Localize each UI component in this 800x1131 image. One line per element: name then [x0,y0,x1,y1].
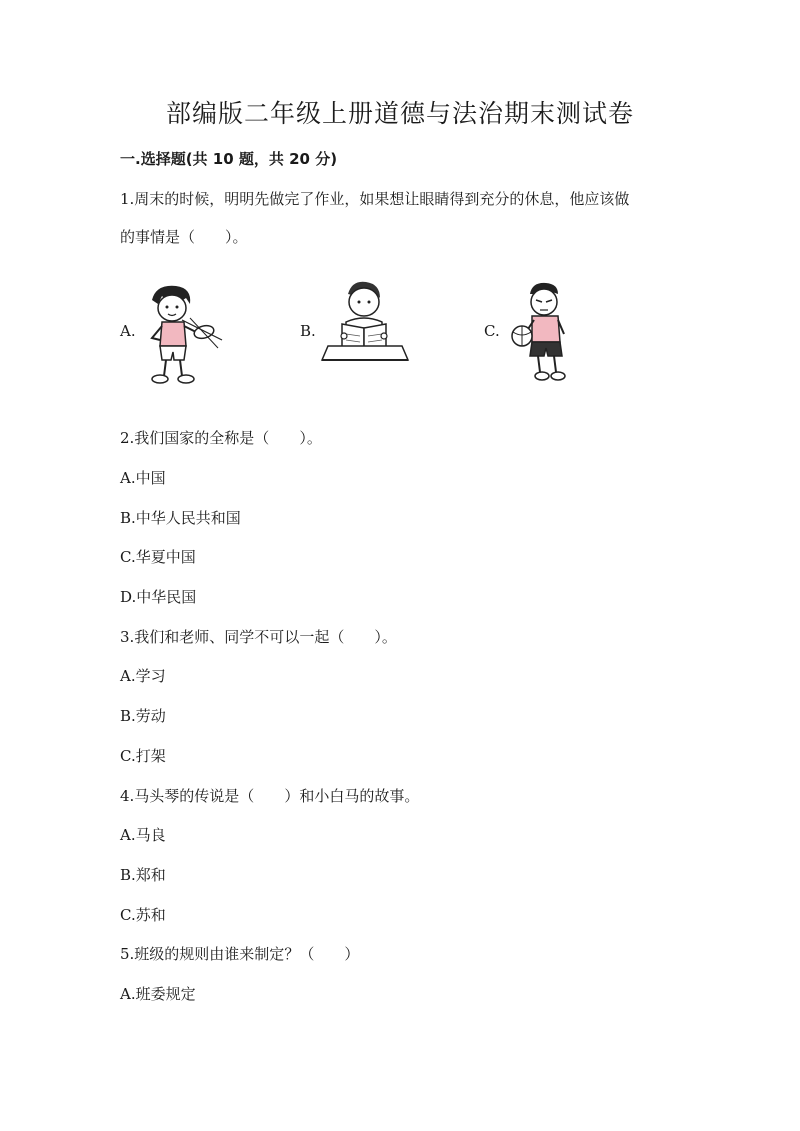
q1-option-c-label: C. [484,322,500,340]
q4-option-a: A.马良 [120,826,166,844]
question-3-text: 3.我们和老师、同学不可以一起（ ）。 [120,628,397,646]
question-4-text: 4.马头琴的传说是（ ）和小白马的故事。 [120,787,420,805]
question-1-text-line1: 1.周末的时候，明明先做完了作业，如果想让眼睛得到充分的休息，他应该做 [120,190,630,208]
q3-option-a: A.学习 [120,667,166,685]
question-2-text: 2.我们国家的全称是（ ）。 [120,429,322,447]
page-title: 部编版二年级上册道德与法治期末测试卷 [165,99,634,128]
section-heading: 一.选择题(共 10 题，共 20 分) [120,150,338,168]
q3-option-b: B.劳动 [120,707,166,725]
q4-option-c: C.苏和 [120,906,166,924]
question-1-text-line2: 的事情是（ ）。 [120,228,248,246]
q1-option-b-label: B. [300,322,316,340]
boy-playing-basketball-icon [502,280,578,384]
q5-option-a: A.班委规定 [120,985,196,1003]
q2-option-d: D.中华民国 [120,588,197,606]
boy-playing-violin-icon [138,282,226,386]
boy-reading-book-icon [318,278,410,376]
question-5-text: 5.班级的规则由谁来制定？（ ） [120,945,360,963]
q3-option-c: C.打架 [120,747,166,765]
q1-option-a-label: A. [120,322,136,340]
q2-option-c: C.华夏中国 [120,548,196,566]
q4-option-b: B.郑和 [120,866,166,884]
q2-option-a: A.中国 [120,469,166,487]
q2-option-b: B.中华人民共和国 [120,509,241,527]
